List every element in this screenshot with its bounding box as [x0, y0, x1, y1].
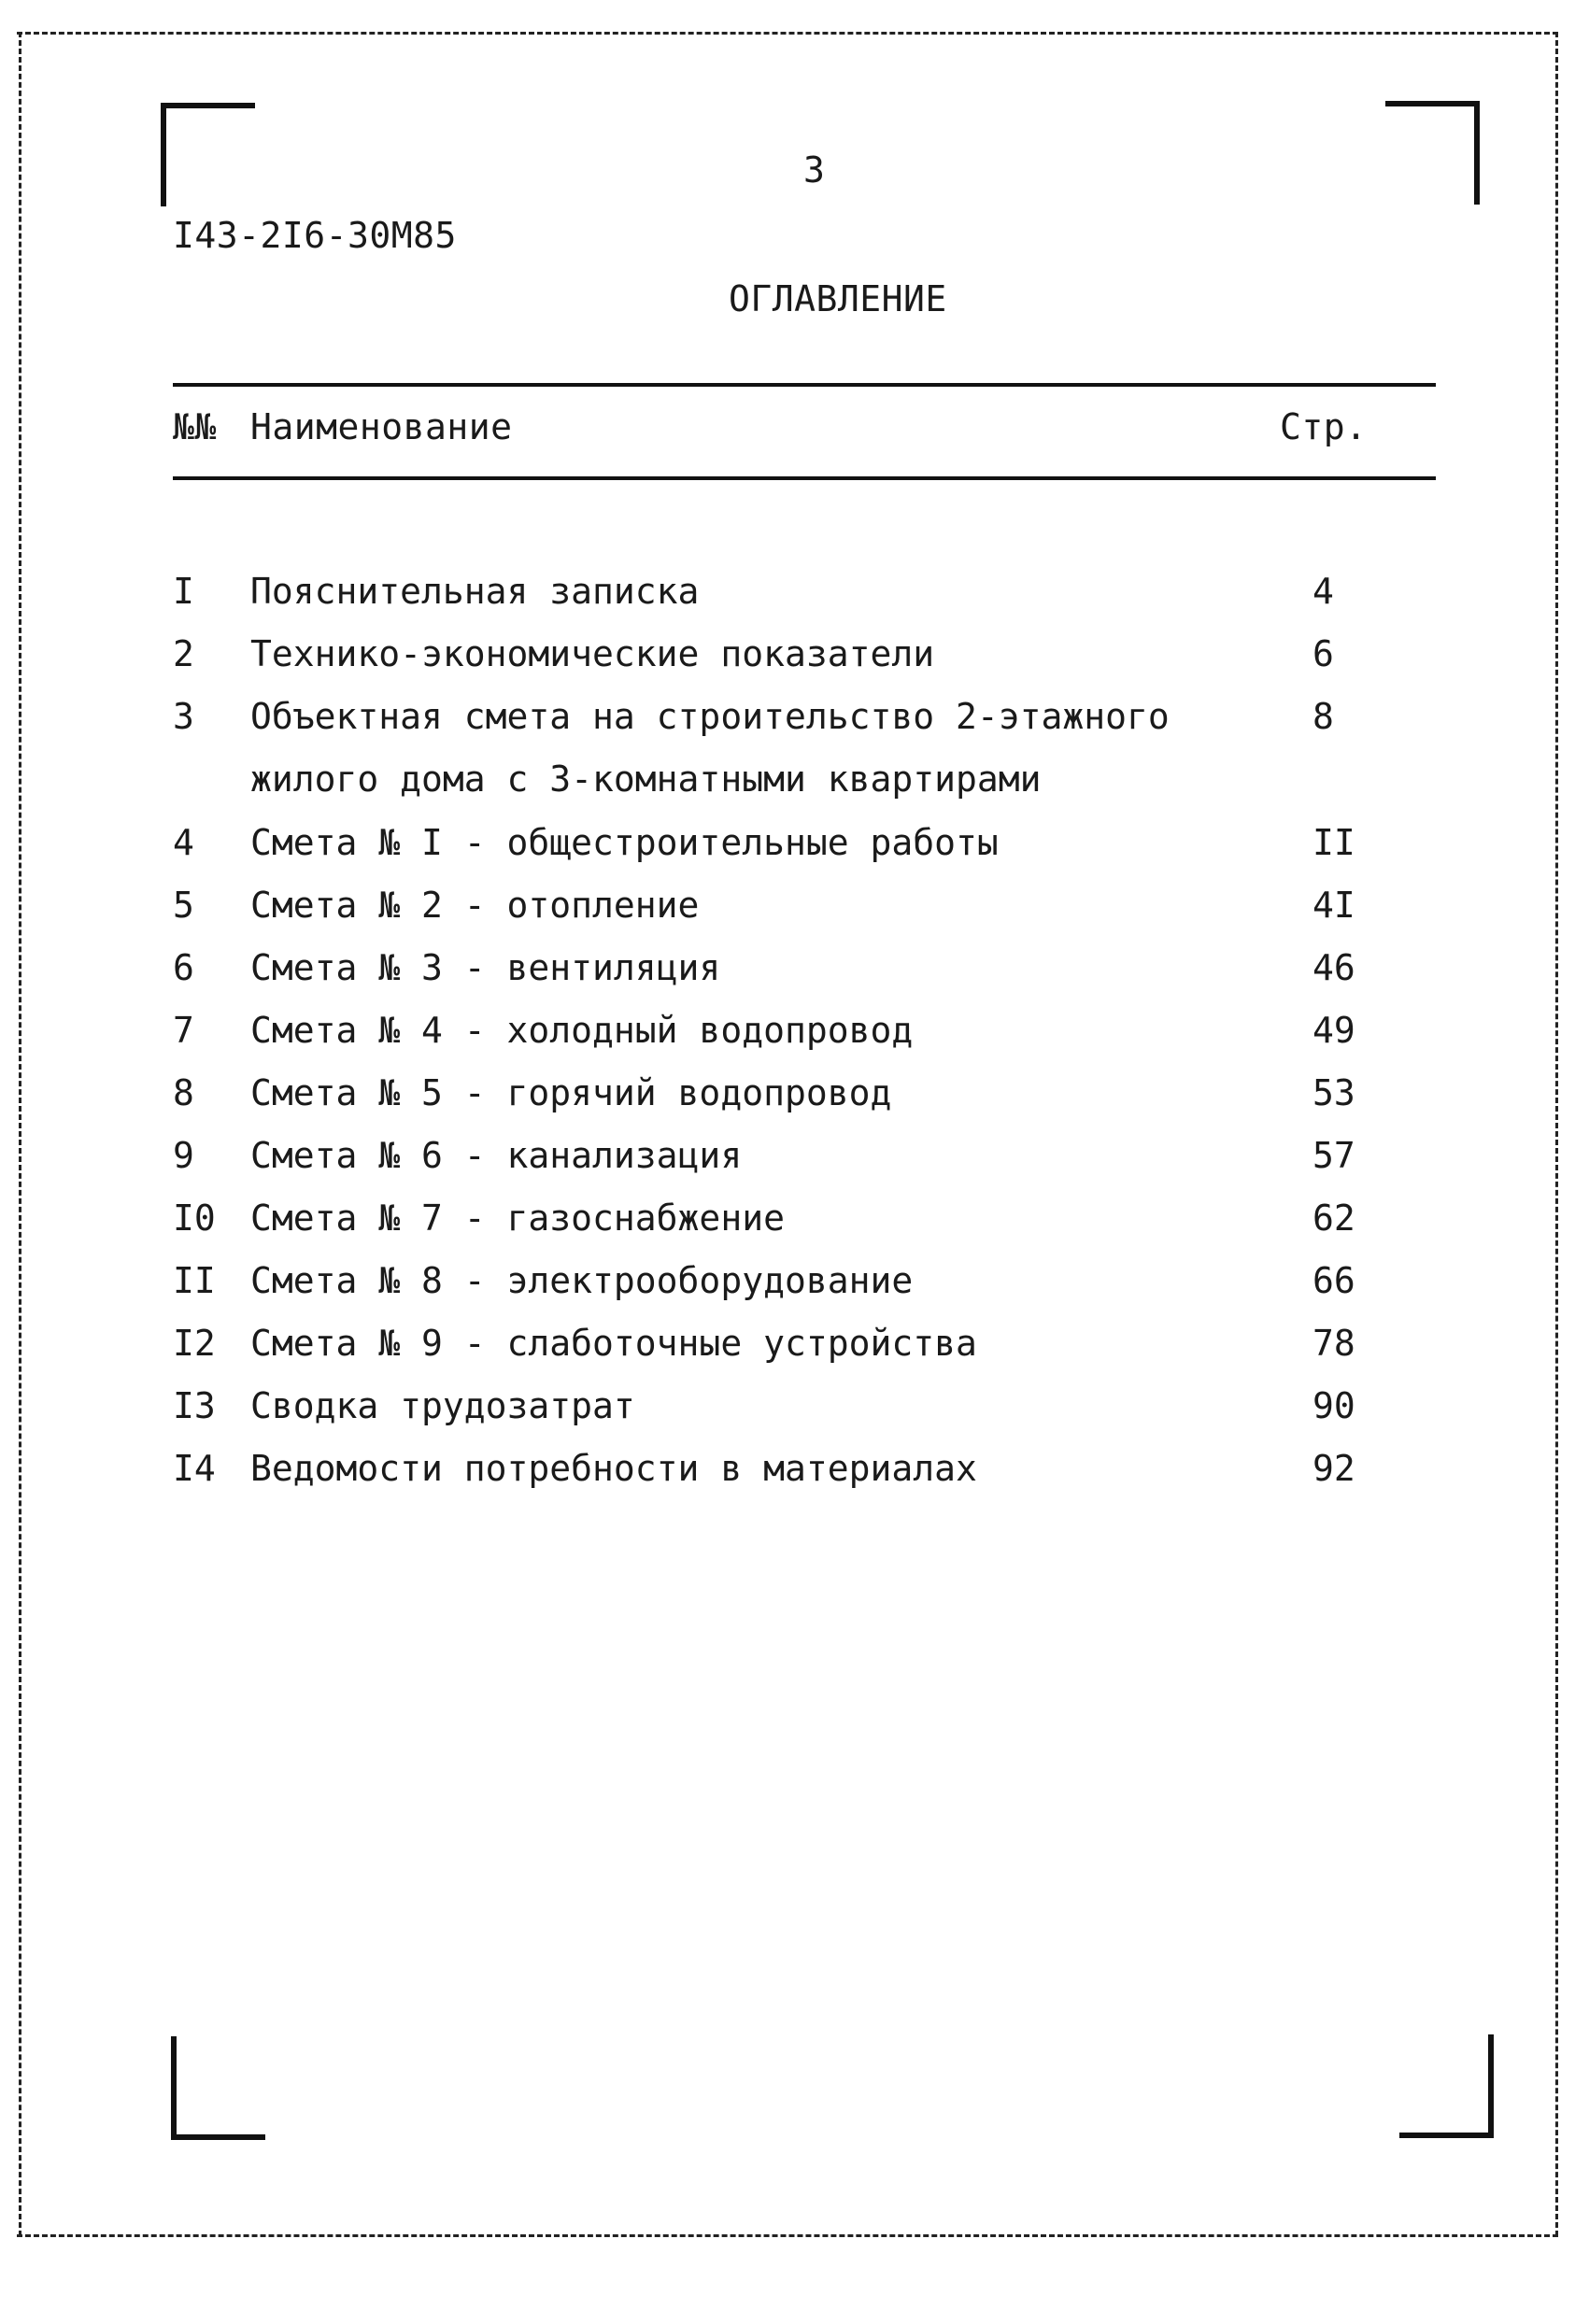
entry-name: Пояснительная записка	[250, 571, 700, 612]
entry-page: 6	[1312, 633, 1334, 674]
corner-mark-top-right	[1385, 101, 1480, 205]
entry-page: 62	[1312, 1197, 1355, 1239]
contents-row	[0, 1062, 1575, 1125]
contents-row	[0, 623, 1575, 686]
contents-row	[0, 937, 1575, 999]
page-number: 3	[803, 149, 826, 191]
page-title: ОГЛАВЛЕНИЕ	[729, 278, 947, 319]
entry-number: 8	[173, 1072, 194, 1113]
contents-row	[0, 1438, 1575, 1500]
entry-number: 3	[173, 696, 194, 737]
contents-row	[0, 1375, 1575, 1438]
entry-name: Смета № 7 - газоснабжение	[250, 1197, 785, 1239]
entry-name: Смета № 8 - электрооборудование	[250, 1260, 914, 1301]
entry-name: Объектная смета на строительство 2-этажного жилого дома с 3-комнатными квартирами	[250, 696, 1170, 800]
entry-page: 4	[1312, 571, 1334, 612]
column-header-page: Стр.	[1280, 406, 1368, 447]
entry-page: 8	[1312, 696, 1334, 737]
contents-row	[0, 874, 1575, 937]
entry-page: 4I	[1312, 885, 1355, 926]
contents-row	[0, 1312, 1575, 1375]
contents-row	[0, 1250, 1575, 1312]
entry-name: Смета № 2 - отопление	[250, 885, 700, 926]
entry-name: Смета № 5 - горячий водопровод	[250, 1072, 892, 1113]
entry-number: 2	[173, 633, 194, 674]
entry-number: 4	[173, 822, 194, 863]
contents-row	[0, 1187, 1575, 1250]
entry-number: I2	[173, 1323, 216, 1364]
entry-name: Технико-экономические показатели	[250, 633, 935, 674]
entry-number: I	[173, 571, 194, 612]
corner-mark-bottom-right	[1399, 2034, 1494, 2138]
entry-number: I4	[173, 1448, 216, 1489]
entry-page: 53	[1312, 1072, 1355, 1113]
entry-number: 6	[173, 947, 194, 988]
entry-name: Смета № 6 - канализация	[250, 1135, 743, 1176]
frame-top-dashed-line	[17, 32, 1558, 35]
corner-mark-bottom-left	[171, 2036, 265, 2140]
entry-number: I3	[173, 1385, 216, 1426]
entry-name: Ведомости потребности в материалах	[250, 1448, 977, 1489]
entry-name: Смета № I - общестроительные работы	[250, 822, 999, 863]
corner-mark-top-left	[161, 103, 255, 206]
frame-bottom-dashed-line	[17, 2234, 1558, 2237]
entry-page: 90	[1312, 1385, 1355, 1426]
contents-row	[0, 812, 1575, 874]
entry-page: 49	[1312, 1010, 1355, 1051]
entry-page: 66	[1312, 1260, 1355, 1301]
entry-number: II	[173, 1260, 216, 1301]
column-header-name: Наименование	[250, 406, 513, 447]
table-header-bottom-rule	[173, 476, 1436, 480]
entry-name: Смета № 4 - холодный водопровод	[250, 1010, 914, 1051]
entry-number: 7	[173, 1010, 194, 1051]
entry-page: 92	[1312, 1448, 1355, 1489]
entry-number: 9	[173, 1135, 194, 1176]
contents-row	[0, 686, 1575, 812]
entry-name: Сводка трудозатрат	[250, 1385, 635, 1426]
entry-number: I0	[173, 1197, 216, 1239]
entry-name: Смета № 3 - вентиляция	[250, 947, 721, 988]
entry-page: 46	[1312, 947, 1355, 988]
entry-page: 57	[1312, 1135, 1355, 1176]
contents-list	[0, 560, 1575, 1500]
contents-row	[0, 560, 1575, 623]
document-code: I43-2I6-30M85	[173, 215, 457, 256]
contents-row	[0, 999, 1575, 1062]
entry-name: Смета № 9 - слаботочные устройства	[250, 1323, 977, 1364]
contents-row	[0, 1125, 1575, 1187]
entry-page: II	[1312, 822, 1355, 863]
table-header-top-rule	[173, 383, 1436, 387]
column-header-number: №№	[173, 406, 217, 447]
entry-page: 78	[1312, 1323, 1355, 1364]
entry-number: 5	[173, 885, 194, 926]
